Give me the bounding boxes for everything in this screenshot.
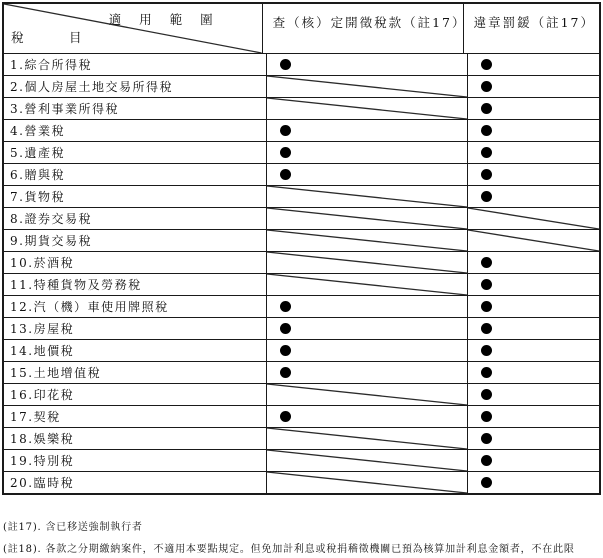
violation-fine-cell [468,230,599,251]
filled-circle-mark [280,147,291,158]
filled-circle-mark [481,301,492,312]
table-row [4,207,599,229]
table-row [4,339,599,361]
table-body [4,53,599,493]
diagonal-strike [267,472,467,493]
diagonal-strike [267,186,467,207]
col-header-violation-fine: 違章罰鍰（註17） [473,15,595,30]
assessed-levy-cell [267,318,468,339]
violation-fine-cell [468,450,599,471]
violation-fine-cell [468,252,599,273]
diagonal-strike [267,384,467,405]
tax-item-label: 2.個人房屋土地交易所得稅 [4,76,267,97]
violation-fine-cell [468,54,599,75]
violation-fine-cell [468,340,599,361]
assessed-levy-cell [267,76,468,97]
tax-item-label: 18.娛樂稅 [4,428,267,449]
table-row [4,295,599,317]
violation-fine-cell [468,98,599,119]
table-row [4,405,599,427]
table-row [4,383,599,405]
violation-fine-cell [468,274,599,295]
filled-circle-mark [280,125,291,136]
assessed-levy-cell [267,54,468,75]
table-row [4,53,599,75]
table-row [4,471,599,493]
filled-circle-mark [481,257,492,268]
assessed-levy-cell [267,252,468,273]
table-row [4,449,599,471]
table-row [4,427,599,449]
tax-item-label: 9.期貨交易稅 [4,230,267,251]
tax-item-label: 17.契稅 [4,406,267,427]
filled-circle-mark [481,433,492,444]
filled-circle-mark [280,323,291,334]
filled-circle-mark [280,345,291,356]
filled-circle-mark [481,103,492,114]
diagonal-strike [468,208,599,229]
footnote-17: (註17). 含已移送強制執行者 [3,522,143,533]
violation-fine-cell [468,164,599,185]
header-row [4,4,599,53]
assessed-levy-cell [267,340,468,361]
assessed-levy-cell [267,164,468,185]
diagonal-strike [267,450,467,471]
assessed-levy-cell [267,450,468,471]
violation-fine-cell [468,318,599,339]
assessed-levy-cell [267,142,468,163]
filled-circle-mark [280,301,291,312]
violation-fine-cell [468,208,599,229]
tax-item-label: 15.土地增值稅 [4,362,267,383]
assessed-levy-cell [267,296,468,317]
tax-item-label: 19.特別稅 [4,450,267,471]
violation-fine-cell [468,142,599,163]
tax-item-label: 3.營利事業所得稅 [4,98,267,119]
tax-item-label: 7.貨物稅 [4,186,267,207]
diagonal-strike [267,98,467,119]
filled-circle-mark [481,455,492,466]
tax-item-label: 20.臨時稅 [4,472,267,493]
table-row [4,273,599,295]
assessed-levy-cell [267,428,468,449]
table-row [4,119,599,141]
filled-circle-mark [481,389,492,400]
filled-circle-mark [280,367,291,378]
table-row [4,185,599,207]
violation-fine-cell [468,428,599,449]
filled-circle-mark [481,345,492,356]
table-row [4,163,599,185]
table-row [4,361,599,383]
filled-circle-mark [481,125,492,136]
filled-circle-mark [481,323,492,334]
assessed-levy-cell [267,98,468,119]
assessed-levy-cell [267,472,468,493]
assessed-levy-cell [267,406,468,427]
assessed-levy-cell [267,120,468,141]
filled-circle-mark [481,147,492,158]
assessed-levy-cell [267,208,468,229]
table-row [4,141,599,163]
assessed-levy-cell [267,362,468,383]
diagonal-strike [267,274,467,295]
filled-circle-mark [481,279,492,290]
tax-item-label: 5.遺產稅 [4,142,267,163]
tax-item-label: 16.印花稅 [4,384,267,405]
tax-scope-table [2,2,601,495]
tax-item-label: 1.綜合所得稅 [4,54,267,75]
table-row [4,97,599,119]
col-header-assessed-levy: 查（核）定開徵稅款（註17） [263,4,464,53]
violation-fine-cell [468,362,599,383]
tax-item-label: 12.汽（機）車使用牌照稅 [4,296,267,317]
tax-item-label: 4.營業稅 [4,120,267,141]
tax-item-label: 8.證券交易稅 [4,208,267,229]
diagonal-strike [267,208,467,229]
violation-fine-cell [468,120,599,141]
diagonal-strike [468,230,599,251]
filled-circle-mark [481,59,492,70]
tax-item-label: 11.特種貨物及勞務稅 [4,274,267,295]
diagonal-strike [267,76,467,97]
corner-label-tax-item: 稅 目 [11,30,84,45]
corner-label-applicable-scope: 適 用 範 圍 [108,12,220,27]
tax-item-label: 13.房屋稅 [4,318,267,339]
tax-item-label: 6.贈與稅 [4,164,267,185]
tax-item-label: 10.菸酒稅 [4,252,267,273]
violation-fine-cell [468,472,599,493]
table-row [4,317,599,339]
tax-item-label: 14.地價稅 [4,340,267,361]
filled-circle-mark [280,411,291,422]
diagonal-strike [267,230,467,251]
violation-fine-cell [468,76,599,97]
diagonal-strike [267,428,467,449]
filled-circle-mark [481,367,492,378]
violation-fine-cell [468,186,599,207]
filled-circle-mark [481,169,492,180]
table-row [4,75,599,97]
assessed-levy-cell [267,186,468,207]
filled-circle-mark [280,59,291,70]
assessed-levy-cell [267,230,468,251]
filled-circle-mark [481,81,492,92]
table-row [4,229,599,251]
violation-fine-cell [468,406,599,427]
footnote-18: (註18). 各款之分期繳納案件，不適用本要點規定。但免加計利息或稅捐稽徵機關已預為核算加計利息金額者，不在此限 [3,544,575,555]
violation-fine-cell [468,384,599,405]
filled-circle-mark [280,169,291,180]
table-row [4,251,599,273]
corner-cell [4,4,263,53]
assessed-levy-cell [267,274,468,295]
filled-circle-mark [481,477,492,488]
violation-fine-cell [468,296,599,317]
filled-circle-mark [481,191,492,202]
diagonal-strike [267,252,467,273]
filled-circle-mark [481,411,492,422]
assessed-levy-cell [267,384,468,405]
